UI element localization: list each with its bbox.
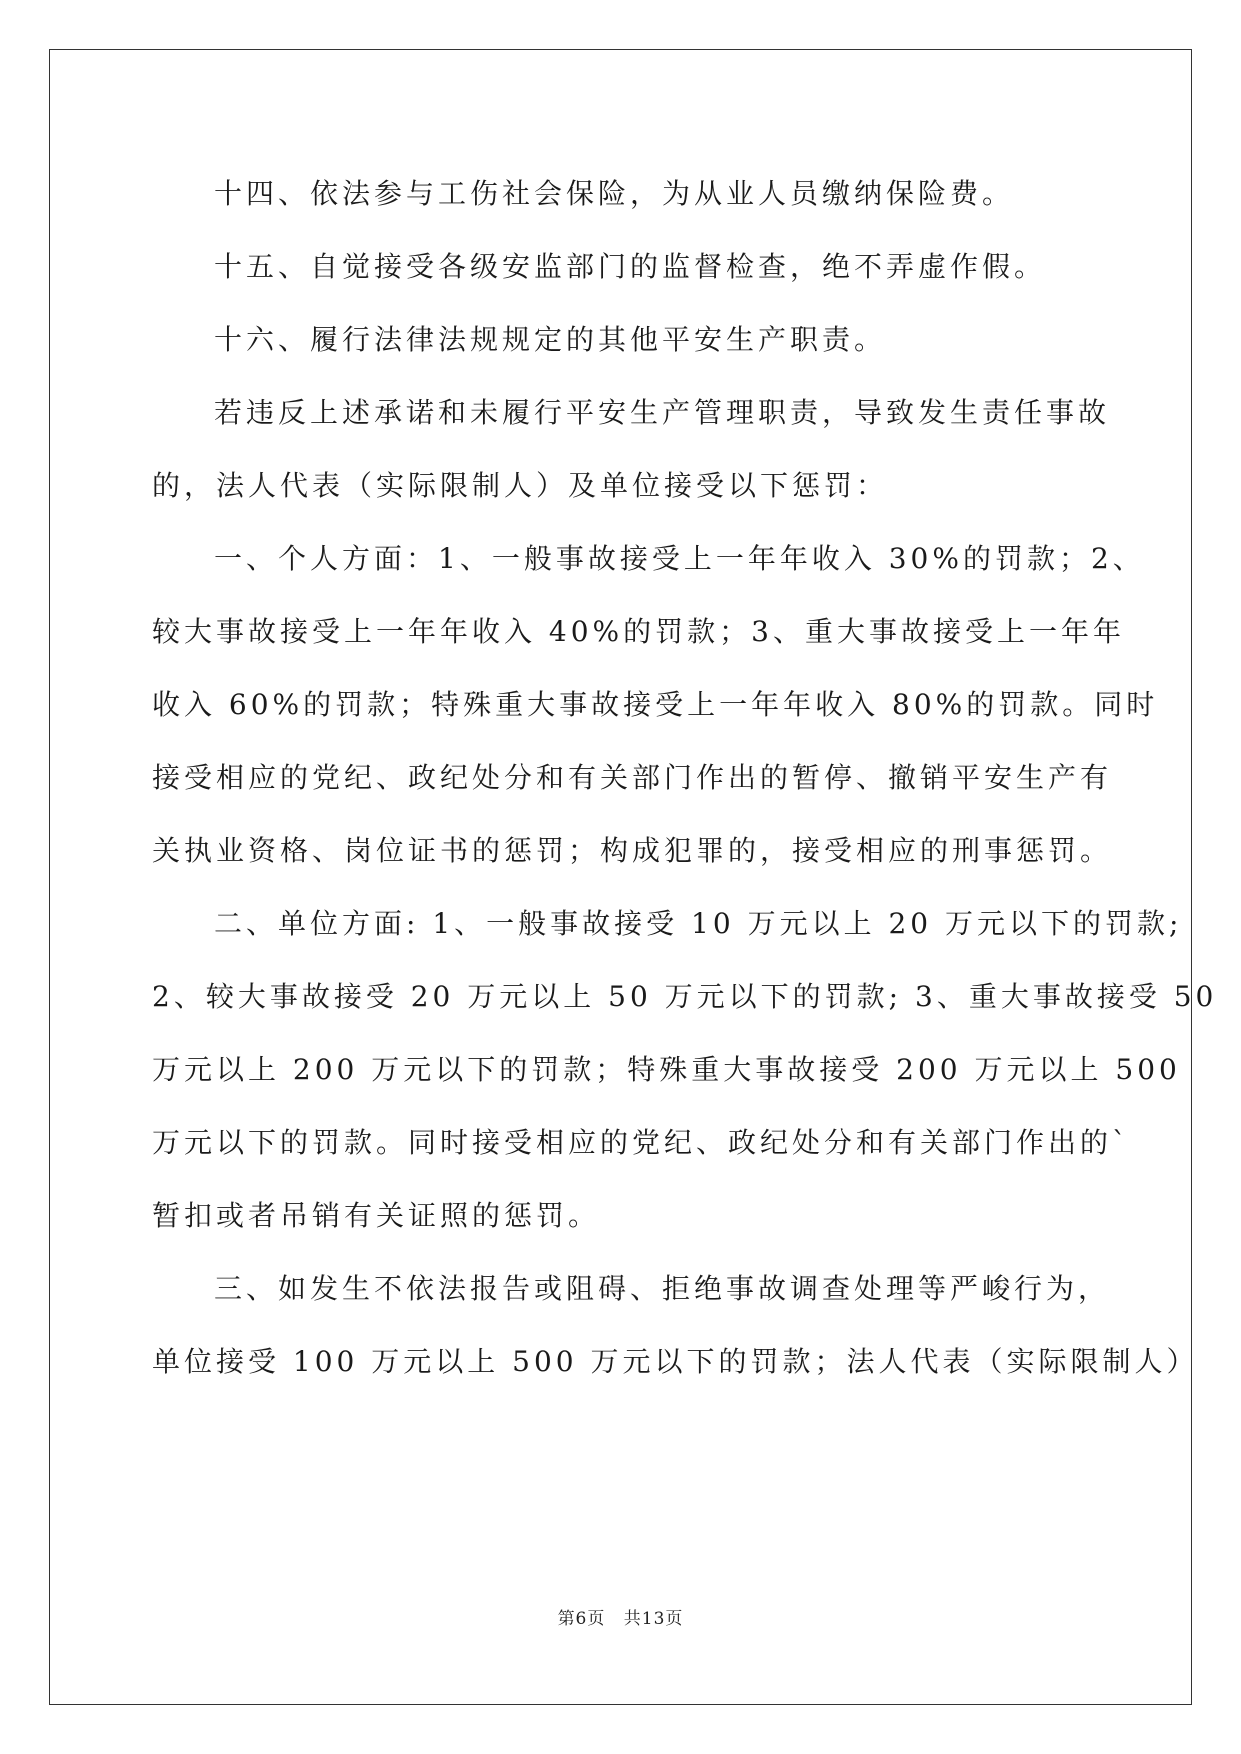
page-total: 共13页 xyxy=(623,1609,684,1629)
line-6: 一、个人方面：1、一般事故接受上一年年收入 30%的罚款；2、 xyxy=(214,542,1145,575)
page-footer xyxy=(0,1604,1241,1629)
line-16: 三、如发生不依法报告或阻碍、拒绝事故调查处理等严峻行为， xyxy=(214,1272,1111,1305)
line-11: 二、单位方面: 1、一般事故接受 10 万元以上 20 万元以下的罚款; xyxy=(214,907,1183,940)
line-4: 若违反上述承诺和未履行平安生产管理职责，导致发生责任事故 xyxy=(214,396,1111,429)
line-12: 2、较大事故接受 20 万元以上 50 万元以下的罚款; 3、重大事故接受 50 xyxy=(152,980,1218,1013)
document-body xyxy=(152,157,1218,1398)
line-3: 十六、履行法律法规规定的其他平安生产职责。 xyxy=(214,323,887,356)
line-8: 收入 60%的罚款；特殊重大事故接受上一年年收入 80%的罚款。同时 xyxy=(152,688,1159,721)
line-5: 的，法人代表（实际限制人）及单位接受以下惩罚： xyxy=(152,469,889,502)
line-15: 暂扣或者吊销有关证照的惩罚。 xyxy=(152,1199,601,1232)
line-14: 万元以下的罚款。同时接受相应的党纪、政纪处分和有关部门作出的` xyxy=(152,1126,1131,1159)
line-7: 较大事故接受上一年年收入 40%的罚款；3、重大事故接受上一年年 xyxy=(152,615,1125,648)
line-10: 关执业资格、岗位证书的惩罚；构成犯罪的，接受相应的刑事惩罚。 xyxy=(152,834,1113,867)
line-1: 十四、依法参与工伤社会保险，为从业人员缴纳保险费。 xyxy=(214,177,1015,210)
line-2: 十五、自觉接受各级安监部门的监督检查，绝不弄虚作假。 xyxy=(214,250,1047,283)
line-9: 接受相应的党纪、政纪处分和有关部门作出的暂停、撤销平安生产有 xyxy=(152,761,1113,794)
page-current: 第6页 xyxy=(557,1609,606,1629)
line-13: 万元以上 200 万元以下的罚款；特殊重大事故接受 200 万元以上 500 xyxy=(152,1053,1181,1086)
line-17: 单位接受 100 万元以上 500 万元以下的罚款；法人代表（实际限制人） xyxy=(152,1345,1199,1378)
